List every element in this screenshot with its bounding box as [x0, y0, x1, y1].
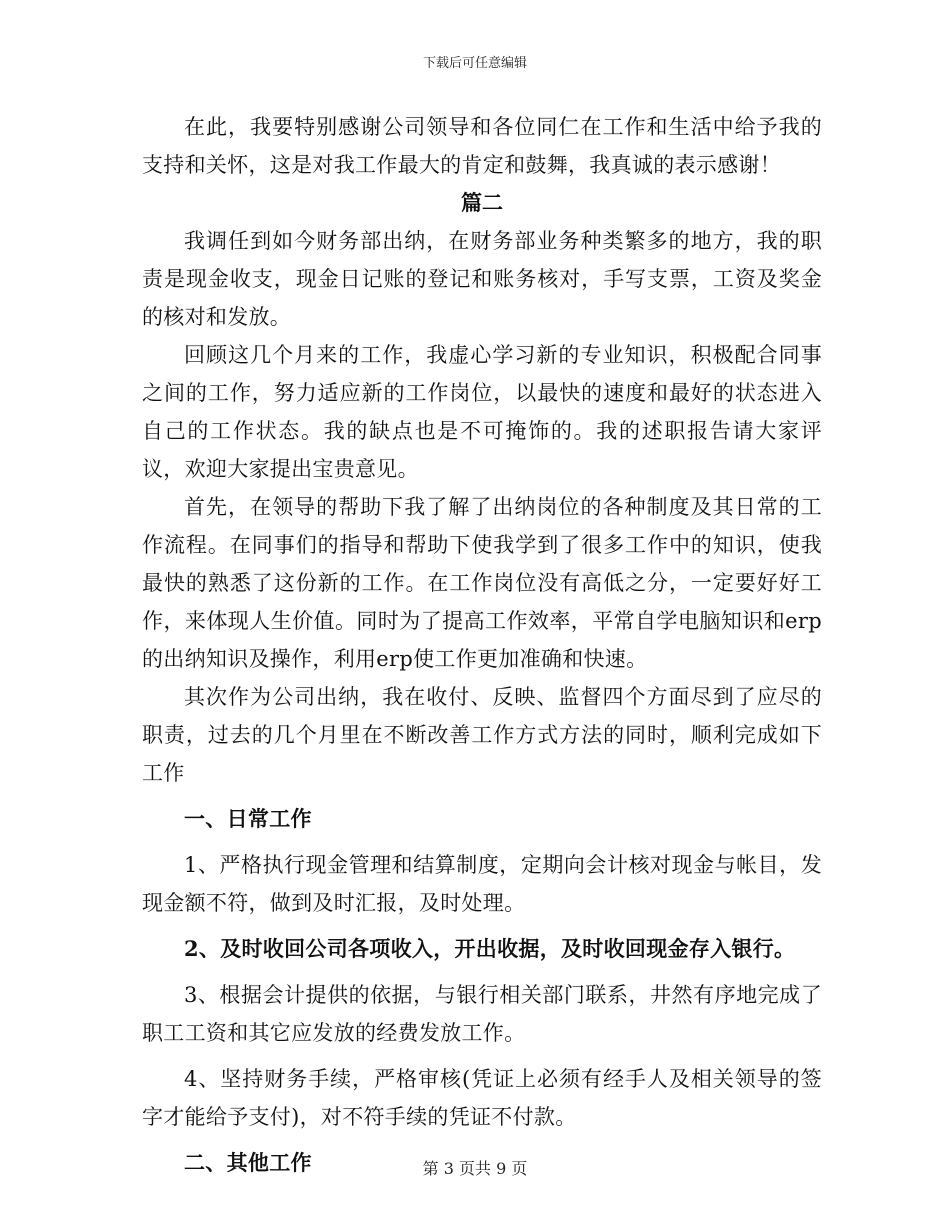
page-footer: 第 3 页共 9 页	[422, 1159, 528, 1178]
list-item-2: 2、及时收回公司各项收入，开出收据，及时收回现金存入银行。	[184, 936, 796, 961]
paragraph-second: 其次作为公司出纳，我在收付、反映、监督四个方面尽到了应尽的职责，过去的几个月里在不断改善工作方式方法的同时，顺利完成如下工作	[142, 685, 822, 785]
paragraph-first: 首先，在领导的帮助下我了解了出纳岗位的各种制度及其日常的工作流程。在同事们的指导和帮助下使我学到了很多工作中的知识，使我最快的熟悉了这份新的工作。在工作岗位没有高低之分，一定要好好工作，来体现人生价值。同时为了提高工作效率，平常自学电脑知识和erp的出纳知识及操作，利用erp使工作更加准确和快速。	[142, 495, 822, 671]
page-header: 下载后可任意编辑	[422, 56, 527, 71]
list-item-3: 3、根据会计提供的依据，与银行相关部门联系，井然有序地完成了职工工资和其它应发放的经费发放工作。	[142, 983, 822, 1045]
section-title: 篇二	[461, 190, 503, 215]
heading-other-work: 二、其他工作	[184, 1150, 312, 1175]
list-item-1: 1、严格执行现金管理和结算制度，定期向会计核对现金与帐目，发现金额不符，做到及时汇报，及时处理。	[142, 853, 822, 915]
heading-daily-work: 一、日常工作	[184, 806, 312, 831]
document-body	[142, 108, 822, 1182]
paragraph-review: 回顾这几个月来的工作，我虚心学习新的专业知识，积极配合同事之间的工作，努力适应新的工作岗位，以最快的速度和最好的状态进入自己的工作状态。我的缺点也是不可掩饰的。我的述职报告请大家评议，欢迎大家提出宝贵意见。	[142, 343, 822, 481]
list-item-4: 4、坚持财务手续，严格审核(凭证上必须有经手人及相关领导的签字才能给予支付)，对不符手续的凭证不付款。	[142, 1067, 822, 1129]
paragraph-thanks: 在此，我要特别感谢公司领导和各位同仁在工作和生活中给予我的支持和关怀，这是对我工作最大的肯定和鼓舞，我真诚的表示感谢！	[142, 115, 822, 177]
paragraph-intro: 我调任到如今财务部出纳，在财务部业务种类繁多的地方，我的职责是现金收支，现金日记账的登记和账务核对，手写支票，工资及奖金的核对和发放。	[142, 229, 822, 329]
